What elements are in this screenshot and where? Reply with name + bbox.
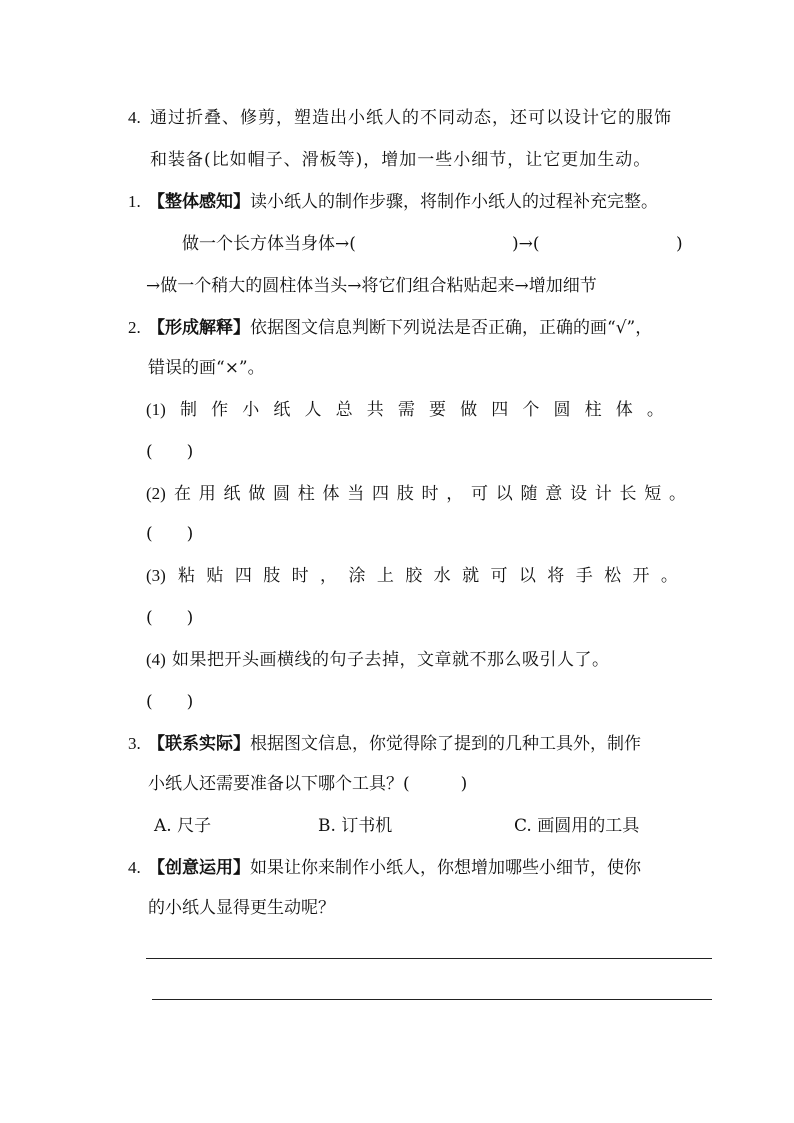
passage-line-1: 通过折叠、修剪，塑造出小纸人的不同动态，还可以设计它的服饰	[150, 108, 672, 128]
q2-item-3-text: 粘 贴 四 肢 时 ， 涂 上 胶 水 就 可 以 将 手 松 开 。	[178, 566, 678, 586]
q2-number: 2.	[128, 318, 141, 337]
passage-number: 4.	[128, 108, 141, 127]
answer-line-2[interactable]	[152, 999, 712, 1000]
q1-tag: 【整体感知】	[148, 192, 250, 212]
answer-line-1[interactable]	[146, 958, 712, 959]
q3-stem	[148, 732, 641, 756]
q3-option-c[interactable]: C. 画圆用的工具	[514, 816, 640, 836]
q4-tag: 【创意运用】	[148, 858, 250, 878]
q1-stem	[148, 190, 658, 214]
q3-stem-line-2[interactable]: 小纸人还需要准备以下哪个工具？( )	[148, 774, 468, 794]
q2-stem-line-2: 错误的画“×”。	[148, 358, 265, 378]
q4-text: 如果让你来制作小纸人，你想增加哪些小细节，使你	[250, 858, 641, 878]
q4-number: 4.	[128, 858, 141, 877]
q1-text: 读小纸人的制作步骤，将制作小纸人的过程补充完整。	[250, 192, 658, 212]
q1-step-c[interactable]: )	[676, 234, 683, 254]
q2-tag: 【形成解释】	[148, 318, 250, 338]
q2-item-1-answer-bracket[interactable]: ( )	[146, 442, 194, 462]
q2-stem	[148, 316, 652, 340]
q2-item-4-text: 如果把开头画横线的句子去掉，文章就不那么吸引人了。	[172, 650, 610, 670]
q1-step-line-3: →做一个稍大的圆柱体当头→将它们组合粘贴起来→增加细节	[146, 276, 597, 296]
q3-tag: 【联系实际】	[148, 734, 250, 754]
q1-step-a: 做一个长方体当身体→(	[182, 234, 356, 254]
q4-stem	[148, 856, 641, 880]
q4-stem-line-2: 的小纸人显得更生动呢？	[148, 898, 335, 918]
q2-item-3-label: (3)	[146, 566, 166, 585]
q3-option-b[interactable]: B. 订书机	[318, 816, 393, 836]
q2-item-1-label: (1)	[146, 400, 166, 419]
q2-item-2-answer-bracket[interactable]: ( )	[146, 524, 194, 544]
q2-item-1-text: 制 作 小 纸 人 总 共 需 要 做 四 个 圆 柱 体 。	[180, 400, 664, 420]
q3-text: 根据图文信息，你觉得除了提到的几种工具外，制作	[250, 734, 641, 754]
q1-number: 1.	[128, 192, 141, 211]
q3-number: 3.	[128, 734, 141, 753]
q2-text: 依据图文信息判断下列说法是否正确，正确的画“√”，	[250, 318, 653, 338]
q1-step-b[interactable]: )→(	[512, 234, 540, 254]
q2-item-2-label: (2)	[146, 484, 166, 503]
q3-option-a[interactable]: A. 尺子	[154, 816, 212, 836]
q2-item-4-answer-bracket[interactable]: ( )	[146, 692, 194, 712]
q2-item-3-answer-bracket[interactable]: ( )	[146, 608, 194, 628]
q2-item-2-text: 在 用 纸 做 圆 柱 体 当 四 肢 时 ， 可 以 随 意 设 计 长 短 。	[174, 484, 686, 504]
passage-line-2: 和装备(比如帽子、滑板等)，增加一些小细节，让它更加生动。	[150, 150, 652, 170]
q2-item-4-label: (4)	[146, 650, 166, 669]
